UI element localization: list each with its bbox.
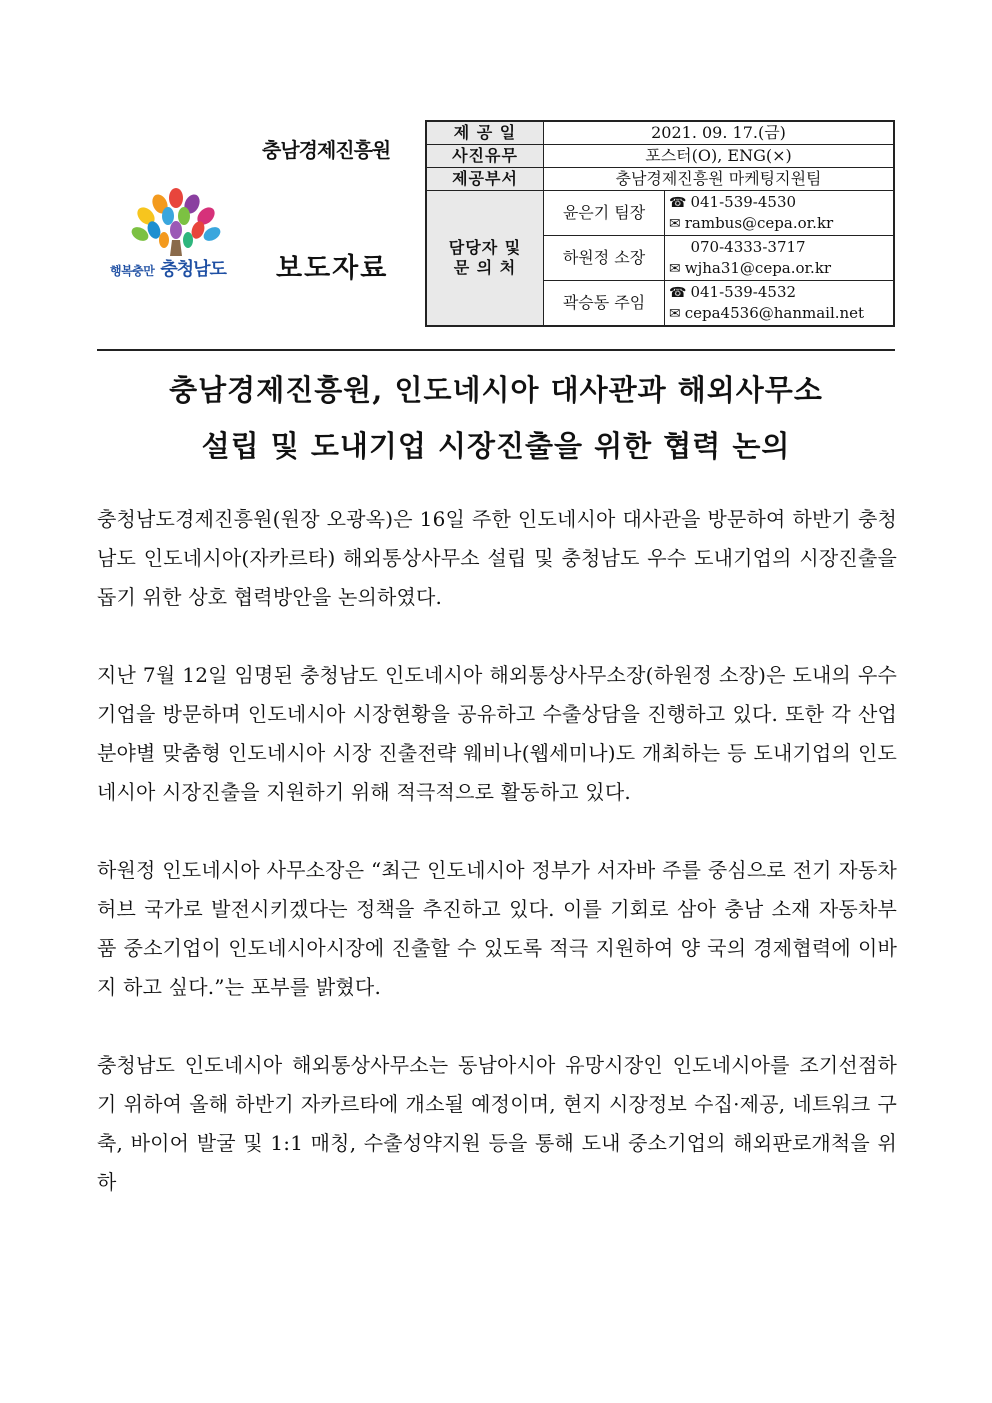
contacts-label [426,191,544,327]
contact-name: 윤은기 팀장 [544,191,665,236]
header-divider [97,349,895,351]
email-icon: ✉ [669,216,681,232]
contact-email[interactable]: rambus@cepa.or.kr [684,214,834,232]
headline [97,362,895,474]
contact-details [665,281,895,327]
email-icon: ✉ [669,306,681,322]
contacts-label-line: 담당자 및 [448,238,522,257]
info-value: 충남경제진흥원 마케팅지원팀 [544,168,895,191]
body-paragraph: 충청남도 인도네시아 해외통상사무소는 동남아시아 유망시장인 인도네시아를 조기선점하기 위하여 올해 하반기 자카르타에 개소될 예정이며, 현지 시장정보 수집·제공, 네트워크 구축, 바이어 발굴 및 1:1 매칭, 수출성약지원 등을 통해 도내 중소기업의 해외판로개척을 위하 [97,1053,897,1194]
contact-phone: 041-539-4532 [690,283,797,301]
info-row-date [426,121,894,145]
contact-phone: 070-4333-3717 [690,238,806,256]
contact-name: 하원정 소장 [544,236,665,281]
contact-row [426,191,894,236]
tree-leaves-icon [129,188,223,248]
info-row-department [426,168,894,191]
headline-line: 충남경제진흥원, 인도네시아 대사관과 해외사무소 [169,373,823,407]
info-label: 제 공 일 [426,121,544,145]
body-paragraph: 지난 7월 12일 임명된 충청남도 인도네시아 해외통상사무소장(하원정 소장)은 도내의 우수기업을 방문하며 인도네시아 시장현황을 공유하고 수출상담을 진행하고 있다. 또한 각 산업 분야별 맞춤형 인도네시아 시장 진출전략 웨비나(웹세미나)도 개최하는 등 도내기업의 인도네시아 시장진출을 지원하기 위해 적극적으로 활동하고 있다. [97,663,897,804]
info-label: 사진유무 [426,145,544,168]
logo-province-name: 충청남도 [160,259,226,280]
article-body [97,500,897,1241]
contacts-label-line: 문 의 처 [453,258,517,277]
info-row-photo [426,145,894,168]
logo-slogan: 행복충만 [110,264,155,278]
body-paragraph: 하원정 인도네시아 사무소장은 “최근 인도네시아 정부가 서자바 주를 중심으로 전기 자동차 허브 국가로 발전시키겠다는 정책을 추진하고 있다. 이를 기회로 삼아 충남 소재 자동차부품 중소기업이 인도네시아시장에 진출할 수 있도록 적극 지원하여 양 국의 경제협력에 이바지 하고 싶다.”는 포부를 밝혔다. [97,858,897,999]
contact-details [665,236,895,281]
info-label: 제공부서 [426,168,544,191]
contact-email[interactable]: wjha31@cepa.or.kr [684,259,832,277]
phone-icon: ☎ [669,195,687,211]
body-paragraph: 충청남도경제진흥원(원장 오광옥)은 16일 주한 인도네시아 대사관을 방문하여 하반기 충청남도 인도네시아(자카르타) 해외통상사무소 설립 및 충청남도 우수 도내기업의 시장진출을 돕기 위한 상호 협력방안을 논의하였다. [97,507,897,609]
headline-line: 설립 및 도내기업 시장진출을 위한 협력 논의 [201,429,791,463]
press-release-label: 보도자료 [276,253,389,284]
phone-icon: ☎ [669,285,687,301]
organization-name: 충남경제진흥원 [262,138,391,162]
info-value: 포스터(O), ENG(×) [544,145,895,168]
logo-caption [110,255,226,281]
release-info-table [425,120,895,327]
contact-phone: 041-539-4530 [690,193,797,211]
contact-details [665,191,895,236]
contact-name: 곽승동 주임 [544,281,665,327]
info-value: 2021. 09. 17.(금) [544,121,895,145]
contact-email[interactable]: cepa4536@hanmail.net [684,304,865,322]
tree-trunk-icon [170,240,182,256]
email-icon: ✉ [669,261,681,277]
